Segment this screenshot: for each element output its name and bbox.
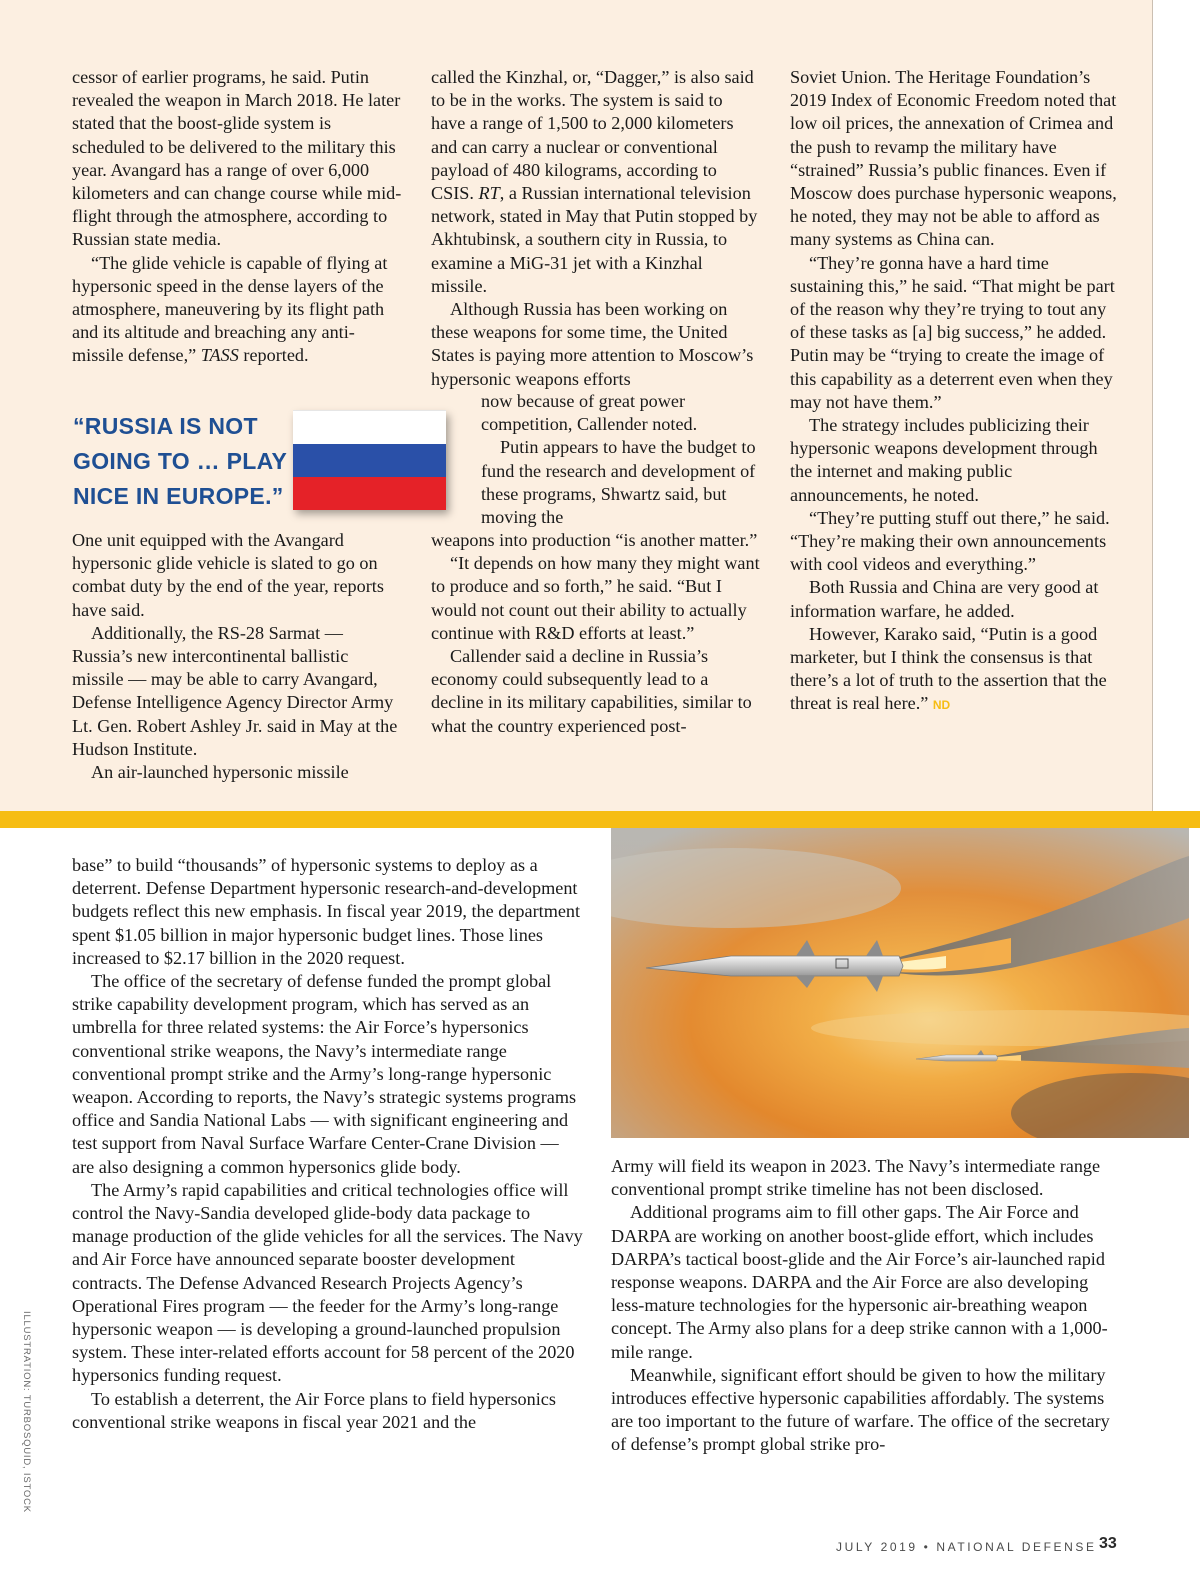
hypersonic-missiles-illustration <box>611 828 1189 1138</box>
end-mark: ND <box>932 698 951 713</box>
sidebar-column-2-wrap <box>481 390 761 529</box>
paragraph: The strategy includes publicizing their hypersonic weapons development through the internet and making public announcements, he noted. <box>790 415 1098 505</box>
paragraph: The Army’s rapid capabilities and critical technologies office will control the Navy-Sandia developed glide-body data package to manage production of the glide vehicles for all the services. The Navy and Air Force have announced separate booster development contracts. The Defense Advanced Research Projects Agency’s Operational Fires program — the feeder for the Army’s long-range hypersonic weapon — is developing a ground-launched propulsion system. These inter-related efforts account for 58 percent of the 2020 hypersonics funding request. <box>72 1179 583 1386</box>
flag-red-stripe <box>293 477 446 510</box>
section-divider-bar <box>0 811 1200 828</box>
quote-text: “The glide vehicle is capable of flying at hypersonic speed in the dense layers of the atmosphere, maneuvering by its flight path and its altitude and breaching any anti-missile defense,” <box>72 252 388 366</box>
paragraph: An air-launched hypersonic missile <box>91 762 349 783</box>
paragraph: Callender said a decline in Russia’s economy could subsequently lead to a decline in its military capabilities, similar to what the country experienced post- <box>431 646 752 736</box>
paragraph: weapons into production “is another matter.” <box>431 530 758 550</box>
paragraph: Additionally, the RS-28 Sarmat — Russia’s new intercontinental ballistic missile — may be able to carry Avangard, Defense Intelligence Agency Director Army Lt. Gen. Robert Ashley Jr. said in May at the Hudson Institute. <box>72 622 398 759</box>
main-column-right <box>611 1155 1111 1457</box>
paragraph: The office of the secretary of defense funded the prompt global strike capability development program, which has served as an umbrella for three related systems: the Air Force’s hypersonics conventional strike weapons, the Navy’s intermediate range conventional prompt strike and the Army’s long-range hypersonic weapon. According to reports, the Navy’s strategic systems programs office and Sandia National Labs — with significant engineering and test support from Naval Surface Warfare Center-Crane Division — are also designing a common hypersonics glide body. <box>72 971 577 1177</box>
paragraph: base” to build “thousands” of hypersonic systems to deploy as a deterrent. Defense Department hypersonic research-and-development budgets reflect this new emphasis. In fiscal year 2019, the department spent $1.05 billion in major hypersonic budget lines. Those lines increased to $2.17 billion in the 2020 request. <box>72 855 581 968</box>
paragraph: Soviet Union. The Heritage Foundation’s 2019 Index of Economic Freedom noted that low oil prices, the annexation of Crimea and the push to revamp the military have “strained” Russia’s public finances. Even if Moscow does purchase hypersonic weapons, he noted, they may not be able to afford as many systems as China can. <box>790 67 1117 250</box>
paragraph: Putin appears to have the budget to fund the research and development of these programs, Shwartz said, but moving the <box>481 437 756 528</box>
image-credit-text: ILLUSTRATION: TURBOSQUID, ISTOCK <box>21 1311 32 1513</box>
paragraph: One unit equipped with the Avangard hypersonic glide vehicle is slated to go on combat duty by the end of the year, reports have said. <box>72 530 384 620</box>
sidebar-edge-rule <box>1152 0 1153 812</box>
sidebar-column-2-lower <box>431 529 761 738</box>
page-number: 33 <box>1099 1535 1117 1552</box>
source-name: RT <box>478 183 500 204</box>
paragraph <box>72 252 404 368</box>
text-part: called the Kinzhal, or, “Dagger,” is also said to be in the works. The system is said to have a range of 1,500 to 2,000 kilometers and can carry a nuclear or conventional payload of 480 kilograms, according to CSIS. <box>431 67 754 204</box>
paragraph: “It depends on how many they might want to produce and so forth,” he said. “But I would not count out their ability to actually continue with R&D efforts at least.” <box>431 553 760 643</box>
paragraph: Meanwhile, significant effort should be given to how the military introduces effective hypersonic capabilities affordably. The systems are too important to the future of warfare. The office of the secretary of defense’s prompt global strike pro- <box>611 1364 1110 1455</box>
paragraph: Army will field its weapon in 2023. The Navy’s intermediate range conventional prompt strike timeline has not been disclosed. <box>611 1156 1101 1200</box>
flag-white-stripe <box>293 410 446 444</box>
paragraph: “They’re putting stuff out there,” he said. “They’re making their own announcements with cool videos and everything.” <box>790 507 1110 575</box>
closing-text: However, Karako said, “Putin is a good marketer, but I think the consensus is that there’s a lot of truth to the assertion that the threat is real here.” <box>790 623 1107 714</box>
paragraph: To establish a deterrent, the Air Force plans to field hypersonics conventional strike weapons in fiscal year 2021 and the <box>72 1388 556 1432</box>
text-part: , a Russian international television network, stated in May that Putin stopped by Akhtubinsk, a southern city in Russia, to examine a MiG-31 jet with a Kinzhal missile. <box>431 183 758 296</box>
main-column-left <box>72 854 584 1434</box>
missile-sky-image <box>611 828 1189 1138</box>
paragraph <box>790 623 1122 718</box>
sidebar-column-1 <box>72 66 404 368</box>
paragraph <box>431 66 761 298</box>
sidebar-column-2 <box>431 66 761 391</box>
paragraph: “They’re gonna have a hard time sustaining this,” he said. “That might be part of the reason why they’re trying to tout any of these tasks as [a] big success,” he added. Putin may be “trying to create the image of this capability as a deterrent even when they may not have them.” <box>790 252 1115 412</box>
paragraph: now because of great power competition, Callender noted. <box>481 391 698 435</box>
page-footer: JULY 2019 • NATIONAL DEFENSE <box>836 1540 1097 1554</box>
sidebar-column-3 <box>790 66 1122 718</box>
sidebar-column-1b <box>72 529 404 784</box>
paragraph: Both Russia and China are very good at information warfare, he added. <box>790 577 1099 621</box>
flag-blue-stripe <box>293 444 446 477</box>
image-credit <box>21 1311 40 1513</box>
paragraph: Additional programs aim to fill other gaps. The Air Force and DARPA are working on another boost-glide effort, which includes DARPA’s tactical boost-glide and the Air Force’s air-launched rapid response weapons. DARPA and the Air Force are also developing less-mature technologies for the hypersonic air-breathing weapon concept. The Army also plans for a deep strike cannon with a 1,000-mile range. <box>611 1202 1108 1362</box>
source-name: TASS <box>200 345 239 366</box>
pull-quote: “RUSSIA IS NOT GOING TO … PLAY NICE IN EUROPE.” <box>73 413 287 509</box>
text-tail: reported. <box>238 345 309 366</box>
paragraph: cessor of earlier programs, he said. Putin revealed the weapon in March 2018. He later stated that the boost-glide system is scheduled to be delivered to the military this year. Avangard has a range of over 6,000 kilometers and can change course while mid-flight through the atmosphere, according to Russian state media. <box>72 67 402 250</box>
russian-flag-image <box>293 410 446 509</box>
paragraph: Although Russia has been working on these weapons for some time, the United States is paying more attention to Moscow’s hypersonic weapons efforts <box>431 299 754 389</box>
